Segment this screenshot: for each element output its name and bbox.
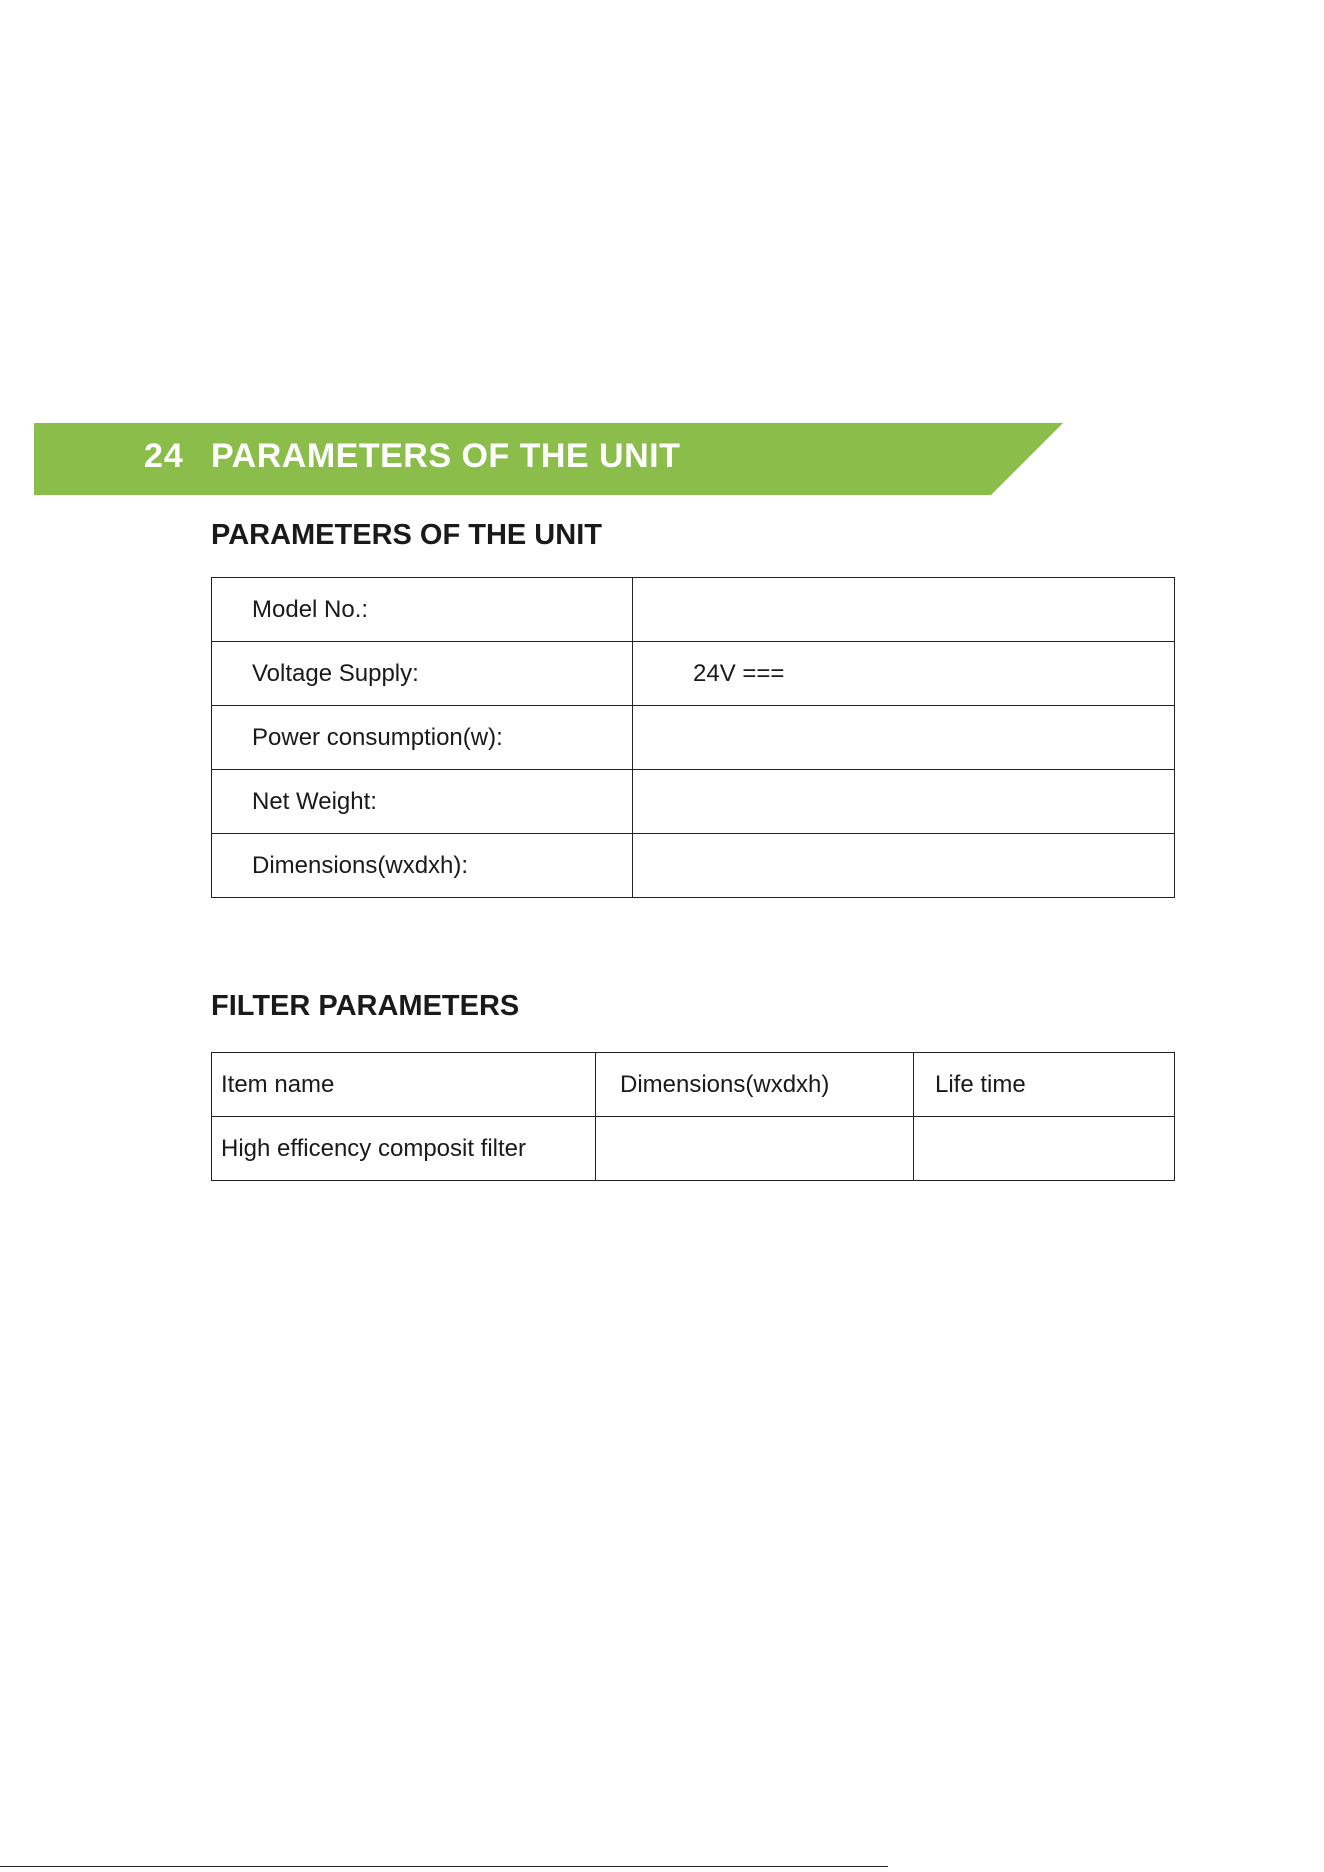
dimensions-label: Dimensions(wxdxh): [212, 834, 633, 898]
unit-parameters-table [211, 577, 1175, 898]
footer-divider [0, 1866, 888, 1867]
model-no-value [633, 578, 1175, 642]
net-weight-label: Net Weight: [212, 770, 633, 834]
filter-item-name: High efficency composit filter [212, 1117, 596, 1181]
voltage-supply-label: Voltage Supply: [212, 642, 633, 706]
filter-parameters-table [211, 1052, 1175, 1181]
table-row [212, 770, 1175, 834]
section-number: 24 [144, 437, 184, 475]
section-title: PARAMETERS OF THE UNIT [211, 437, 681, 475]
table-row [212, 578, 1175, 642]
power-consumption-label: Power consumption(w): [212, 706, 633, 770]
power-consumption-value [633, 706, 1175, 770]
column-header-dimensions: Dimensions(wxdxh) [596, 1053, 914, 1117]
table-header-row [212, 1053, 1175, 1117]
filter-parameters-heading: FILTER PARAMETERS [211, 990, 520, 1022]
column-header-item-name: Item name [212, 1053, 596, 1117]
table-row [212, 706, 1175, 770]
model-no-label: Model No.: [212, 578, 633, 642]
table-row [212, 642, 1175, 706]
filter-item-dimensions [596, 1117, 914, 1181]
column-header-life-time: Life time [914, 1053, 1175, 1117]
unit-parameters-heading: PARAMETERS OF THE UNIT [211, 519, 602, 551]
net-weight-value [633, 770, 1175, 834]
voltage-supply-value: 24V === [633, 642, 1175, 706]
table-row [212, 1117, 1175, 1181]
dimensions-value [633, 834, 1175, 898]
filter-item-life-time [914, 1117, 1175, 1181]
table-row [212, 834, 1175, 898]
